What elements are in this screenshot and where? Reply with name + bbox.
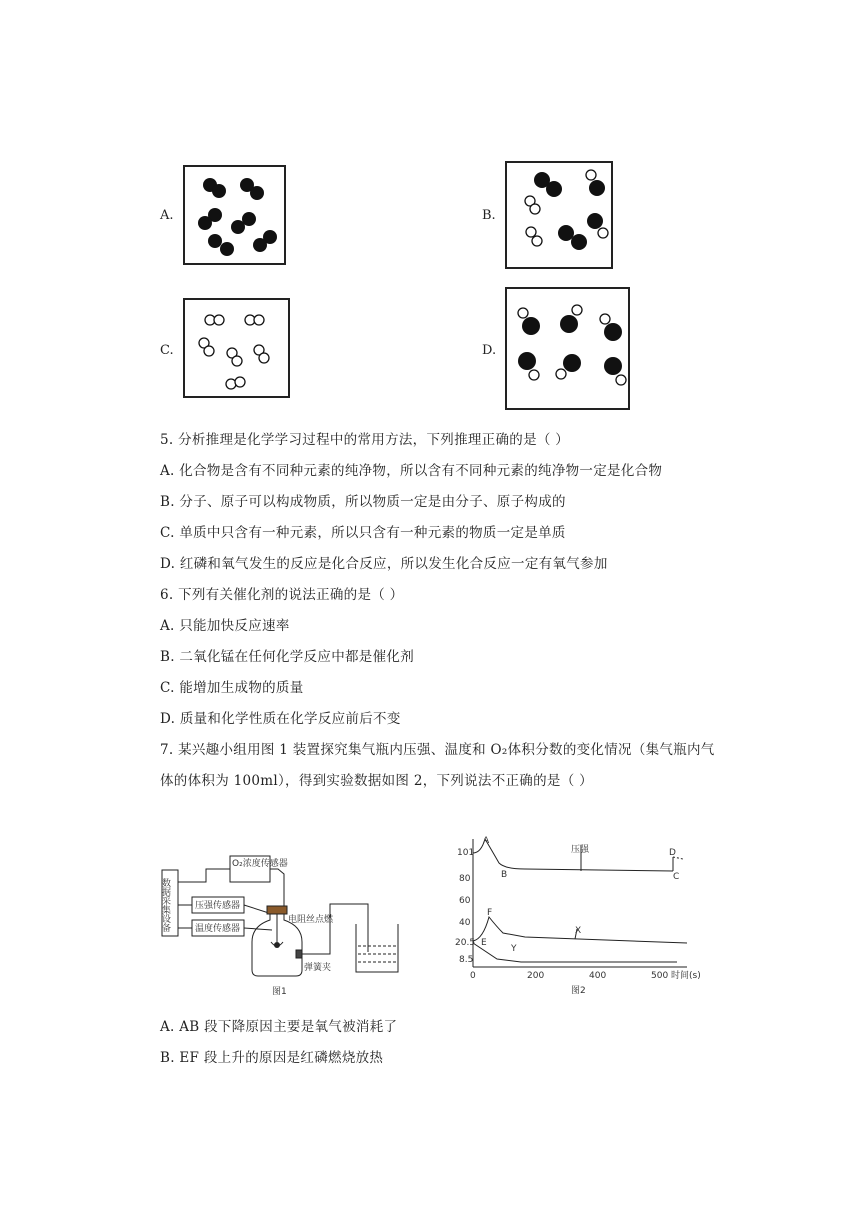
option-b-label: B. [482,208,496,223]
q5-option-b: B. 分子、原子可以构成物质，所以物质一定是由分子、原子构成的 [160,494,566,510]
temp-sensor-label: 温度传感器 [195,924,241,934]
q6-option-c: C. 能增加生成物的质量 [160,680,304,696]
collector-label: 数据采集设备 [160,878,170,932]
q6-stem: 6. 下列有关催化剂的说法正确的是（ ） [160,587,404,603]
molecule-diagram-b [507,163,615,271]
q7-option-a: A. AB 段下降原因主要是氧气被消耗了 [160,1019,398,1035]
point-c: C [673,872,680,882]
y-tick-20-5: 20.5 [455,938,476,948]
molecule-diagram-a [185,167,288,267]
point-d: D [669,848,676,858]
y-tick-80: 80 [459,874,471,884]
o2-sensor-label: O₂浓度传感器 [232,859,288,869]
figure-2-graph [455,835,705,997]
figure-1-apparatus [160,842,430,997]
clamp-label: 弹簧夹 [304,963,332,973]
x-tick-500: 500 [651,971,669,981]
molecule-diagram-d [507,289,632,412]
apparatus-diagram [160,842,430,997]
option-d-label: D. [482,343,497,358]
sensor-graph [455,835,705,997]
q6-option-a: A. 只能加快反应速率 [160,618,290,634]
q7-stem-line2: 体的体积为 100ml），得到实验数据如图 2，下列说法不正确的是（ ） [160,773,593,789]
point-e: E [481,938,487,948]
x-tick-0: 0 [470,971,476,981]
option-d-diagram [505,287,630,410]
q5-stem: 5. 分析推理是化学学习过程中的常用方法，下列推理正确的是（ ） [160,432,570,448]
option-c-label: C. [160,343,174,358]
q5-option-d: D. 红磷和氧气发生的反应是化合反应，所以发生化合反应一定有氧气参加 [160,556,608,572]
option-c-diagram [183,298,290,398]
point-a: A [483,836,490,846]
figure-1-caption: 图1 [272,987,287,997]
y-tick-60: 60 [459,896,471,906]
option-b-diagram [505,161,613,269]
pressure-sensor-label: 压强传感器 [195,901,241,911]
o2-curve [473,943,677,962]
q6-option-b: B. 二氧化锰在任何化学反应中都是催化剂 [160,649,415,665]
pressure-curve [473,839,673,871]
point-y: Y [511,944,517,954]
q5-option-c: C. 单质中只含有一种元素，所以只含有一种元素的物质一定是单质 [160,525,566,541]
option-a-label: A. [160,208,174,223]
point-x: X [575,926,582,936]
option-a-diagram [183,165,286,265]
y-tick-101: 101 [457,848,475,858]
pressure-curve-label: 压强 [571,845,590,855]
figure-2-caption: 图2 [571,986,586,996]
x-tick-200: 200 [527,971,545,981]
x-tick-400: 400 [589,971,607,981]
point-f: F [487,908,493,918]
q7-stem-line1: 7. 某兴趣小组用图 1 装置探究集气瓶内压强、温度和 O₂体积分数的变化情况（集气瓶内气 [160,742,715,758]
q7-option-b: B. EF 段上升的原因是红磷燃烧放热 [160,1050,384,1066]
y-tick-40: 40 [459,918,471,928]
x-axis-label: 时间(s) [671,971,701,981]
ignition-label: 电阻丝点燃 [288,915,334,925]
molecule-diagram-c [185,300,292,400]
q6-option-d: D. 质量和化学性质在化学反应前后不变 [160,711,401,727]
point-b: B [501,870,508,880]
q5-option-a: A. 化合物是含有不同种元素的纯净物，所以含有不同种元素的纯净物一定是化合物 [160,463,663,479]
y-tick-8-5: 8.5 [459,955,474,965]
